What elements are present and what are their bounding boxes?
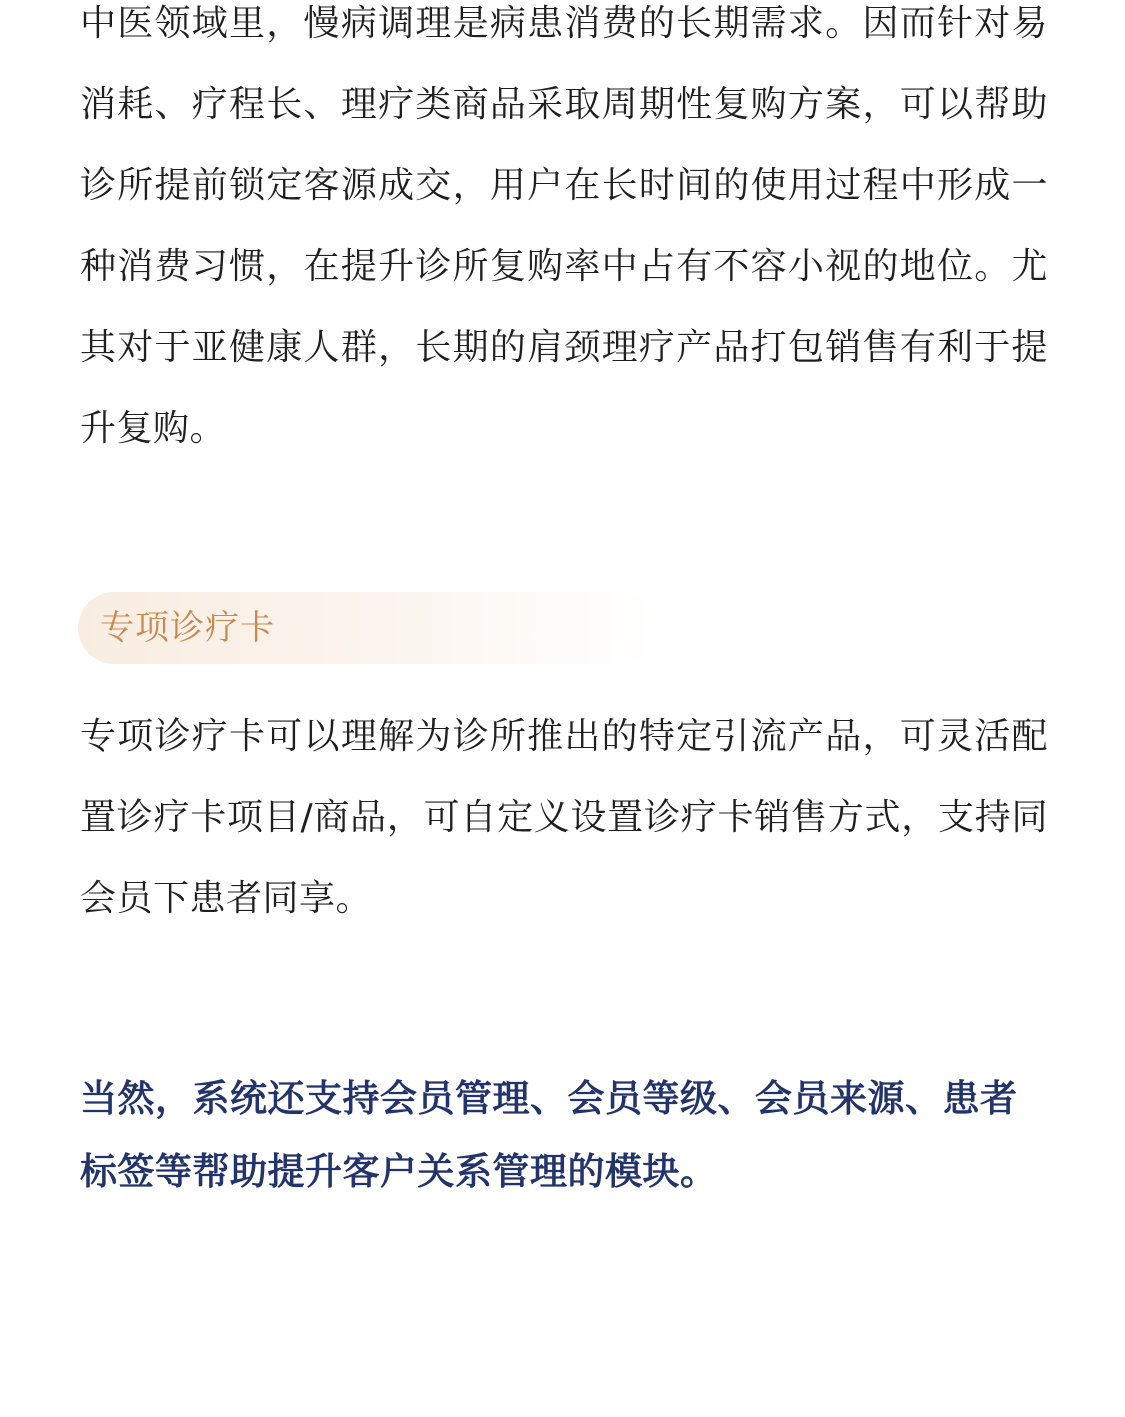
section-header-pill [78,592,658,664]
highlight-paragraph: 当然，系统还支持会员管理、会员等级、会员来源、患者标签等帮助提升客户关系管理的模块。 [80,1077,1018,1193]
section-paragraph: 专项诊疗卡可以理解为诊所推出的特定引流产品，可灵活配置诊疗卡项目/商品，可自定义设置诊疗卡销售方式，支持同会员下患者同享。 [80,716,1048,919]
section-title: 专项诊疗卡 [100,608,275,648]
intro-paragraph: 中医领域里，慢病调理是病患消费的长期需求。因而针对易消耗、疗程长、理疗类商品采取周期性复购方案，可以帮助诊所提前锁定客源成交，用户在长时间的使用过程中形成一种消费习惯，在提升诊所复购率中占有不容小视的地位。尤其对于亚健康人群，长期的肩颈理疗产品打包销售有利于提升复购。 [80,3,1048,449]
